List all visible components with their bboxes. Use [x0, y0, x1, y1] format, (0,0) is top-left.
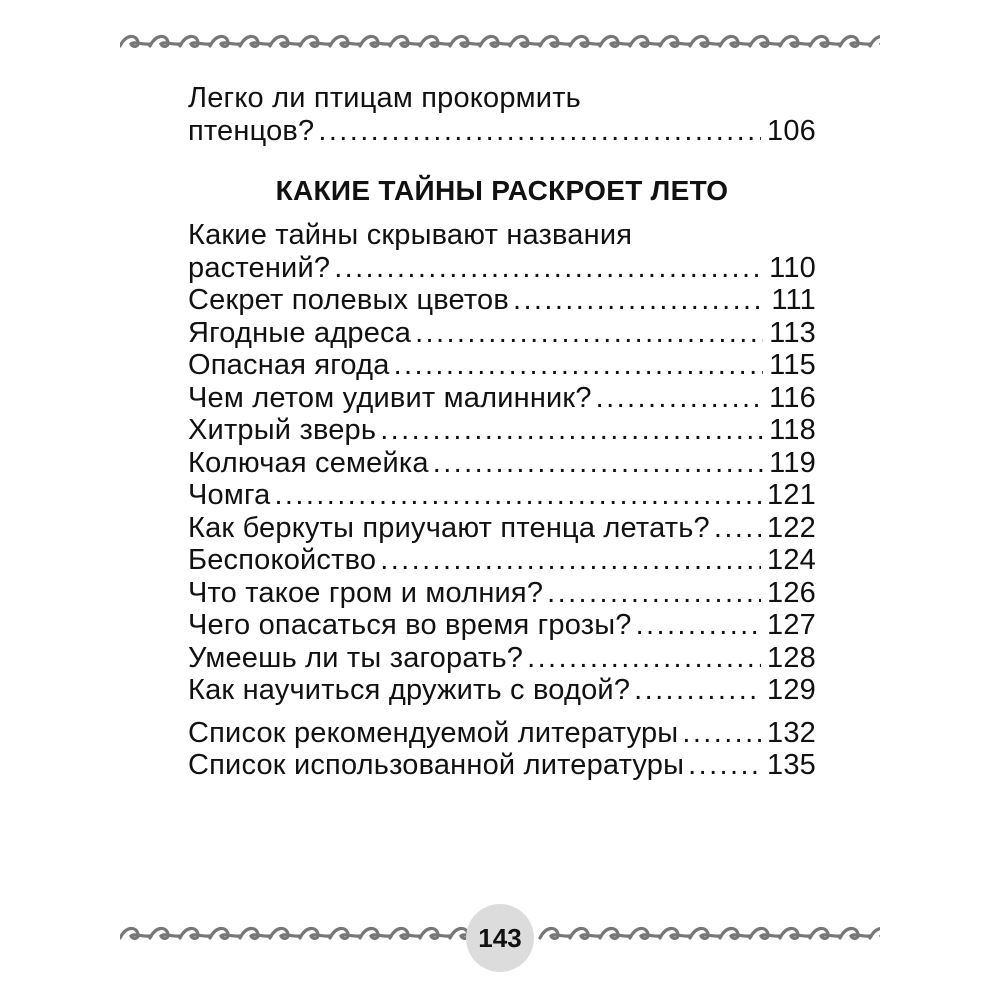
toc-entry-page: 132 [767, 716, 816, 749]
toc-entry-line [188, 717, 816, 750]
toc-entry [188, 447, 816, 480]
wave-scroll-icon [180, 36, 210, 46]
toc-entry-title-line: Легко ли птицам прокормить [188, 82, 581, 114]
toc-entry-title: Чем летом удивит малинник? [188, 381, 592, 414]
wave-scroll-icon [390, 928, 420, 938]
dot-leader [433, 447, 763, 480]
toc-entry [188, 349, 816, 382]
wave-scroll-border-icon [120, 32, 880, 56]
wave-scroll-icon [120, 928, 150, 938]
spacer [188, 707, 816, 717]
dot-leader [682, 717, 761, 750]
wave-scroll-icon [180, 928, 210, 938]
wave-scroll-icon [690, 928, 720, 938]
toc-entry-page: 129 [767, 674, 816, 706]
wave-scroll-icon [360, 928, 390, 938]
wave-scroll-icon [840, 36, 870, 46]
toc-entry [188, 749, 816, 782]
toc-entry-line [188, 414, 816, 447]
wave-scroll-icon [660, 928, 690, 938]
wave-scroll-icon [300, 36, 330, 46]
wave-scroll-icon [330, 36, 360, 46]
toc-entry-line [188, 544, 816, 577]
toc-entry [188, 414, 816, 447]
wave-scroll-icon [390, 36, 420, 46]
wave-scroll-icon [150, 928, 180, 938]
toc-entry-line [188, 447, 816, 480]
wave-scroll-icon [240, 36, 270, 46]
dot-leader [714, 512, 761, 545]
wave-scroll-icon [540, 928, 570, 938]
dot-leader [596, 382, 764, 415]
toc-entry-line [188, 749, 816, 782]
toc-entry-title: Секрет полевых цветов [188, 284, 509, 316]
wave-scroll-icon [120, 36, 150, 46]
wave-scroll-icon [810, 928, 840, 938]
wave-scroll-icon [210, 36, 240, 46]
wave-scroll-icon [240, 928, 270, 938]
wave-scroll-icon [330, 928, 360, 938]
wave-scroll-icon [720, 928, 750, 938]
toc-entry-line [188, 609, 816, 642]
section-entries [188, 219, 816, 707]
toc-entry-page: 115 [769, 349, 816, 381]
wave-scroll-icon [570, 928, 600, 938]
wave-scroll-icon [810, 36, 840, 46]
wave-scroll-icon [420, 928, 450, 938]
toc-entry-title: Хитрый зверь [188, 414, 377, 446]
wave-scroll-icon [780, 928, 810, 938]
toc-entry [188, 382, 816, 415]
toc-entry-title: Беспокойство [188, 544, 377, 576]
wave-scroll-icon [300, 928, 330, 938]
toc-entry-title-line: Какие тайны скрывают названия [188, 219, 633, 251]
page-number: 143 [478, 922, 522, 953]
toc-entry-page: 116 [769, 381, 816, 414]
wave-scroll-icon [690, 36, 720, 46]
wave-scroll-icon [780, 36, 810, 46]
toc-entry [188, 674, 816, 707]
toc-entry-title: Умеешь ли ты загорать? [188, 641, 524, 674]
toc-entry-title: Опасная ягода [188, 349, 390, 381]
wave-scroll-icon [840, 928, 870, 938]
wave-scroll-icon [630, 36, 660, 46]
dot-leader [415, 317, 763, 350]
toc-entry-line [188, 115, 816, 148]
toc-entry-line [188, 512, 816, 545]
toc-entry-page: 119 [769, 446, 816, 479]
dot-leader [380, 414, 763, 447]
wave-scroll-icon [570, 36, 600, 46]
wave-scroll-icon [600, 928, 630, 938]
dot-leader [334, 252, 763, 285]
toc-entry-title: Как научиться дружить с водой? [188, 674, 631, 706]
toc-entry-title: Ягодные адреса [188, 316, 412, 349]
toc-entry-title: Чомга [188, 479, 271, 511]
toc-entry [188, 317, 816, 350]
toc-entry-page: 121 [767, 479, 816, 511]
toc-entry-page: 128 [767, 641, 816, 674]
wave-scroll-icon [750, 928, 780, 938]
toc-entry-line [188, 284, 816, 317]
toc-entry-title: растений? [188, 251, 331, 284]
toc-entry-page: 111 [771, 284, 816, 316]
wave-scroll-icon [510, 36, 540, 46]
dot-leader [274, 479, 761, 512]
toc-entry-page: 113 [769, 316, 816, 349]
dot-leader [527, 642, 761, 675]
wave-scroll-icon [750, 36, 780, 46]
toc-entry-title: Как беркуты приучают птенца летать? [188, 511, 710, 544]
toc-entry [188, 544, 816, 577]
toc-entry [188, 577, 816, 610]
wave-scroll-icon [870, 928, 880, 938]
toc-entry [188, 219, 816, 284]
toc-entry-page: 110 [769, 251, 816, 284]
toc-entry-title: Что такое гром и молния? [188, 576, 544, 609]
toc-entry-page: 135 [767, 749, 816, 781]
wave-scroll-icon [420, 36, 450, 46]
dot-leader [636, 609, 761, 642]
toc-entry-line [188, 577, 816, 610]
intro-entries [188, 82, 816, 147]
wave-scroll-icon [210, 928, 240, 938]
toc-entry-line [188, 252, 816, 285]
wave-scroll-icon [630, 928, 660, 938]
toc-entry-line [188, 317, 816, 350]
toc-entry-page: 118 [769, 414, 816, 446]
toc-entry-page: 122 [767, 511, 816, 544]
toc-entry-page: 106 [767, 114, 816, 147]
toc-entry [188, 512, 816, 545]
wave-scroll-icon [540, 36, 570, 46]
toc-entry-title: Список рекомендуемой литературы [188, 716, 679, 749]
toc-entry [188, 479, 816, 512]
dot-leader [394, 349, 764, 382]
wave-scroll-icon [270, 36, 300, 46]
toc-entry-page: 124 [767, 544, 816, 576]
wave-scroll-icon [600, 36, 630, 46]
dot-leader [634, 674, 761, 707]
wave-scroll-icon [360, 36, 390, 46]
toc-entry-title: Список использованной литературы [188, 749, 685, 781]
wave-scroll-icon [870, 36, 880, 46]
toc-entry-line [188, 642, 816, 675]
toc-entry [188, 609, 816, 642]
toc-entry-page: 126 [767, 576, 816, 609]
toc-entry [188, 717, 816, 750]
section-heading: КАКИЕ ТАЙНЫ РАСКРОЕТ ЛЕТО [275, 175, 729, 206]
toc-entry-line [188, 674, 816, 707]
toc-entry [188, 82, 816, 147]
dot-leader [688, 749, 761, 782]
toc-entry-line [188, 349, 816, 382]
toc-entry [188, 642, 816, 675]
wave-scroll-icon [450, 36, 480, 46]
final-entries [188, 717, 816, 782]
dot-leader [380, 544, 761, 577]
dot-leader [513, 284, 765, 317]
dot-leader [547, 577, 761, 610]
wave-scroll-icon [270, 928, 300, 938]
toc-entry-line [188, 479, 816, 512]
toc-entry [188, 284, 816, 317]
toc-entry-title: Чего опасаться во время грозы? [188, 609, 632, 641]
toc-entry-title: птенцов? [188, 114, 315, 147]
page-number-badge [466, 904, 534, 972]
toc-entry-page: 127 [767, 609, 816, 641]
wave-scroll-icon [150, 36, 180, 46]
wave-scroll-icon [480, 36, 510, 46]
table-of-contents [188, 82, 816, 782]
toc-entry-line [188, 382, 816, 415]
dot-leader [318, 115, 761, 148]
wave-scroll-icon [720, 36, 750, 46]
top-ornament-border [120, 32, 880, 56]
toc-entry-title: Колючая семейка [188, 446, 429, 479]
wave-scroll-icon [660, 36, 690, 46]
